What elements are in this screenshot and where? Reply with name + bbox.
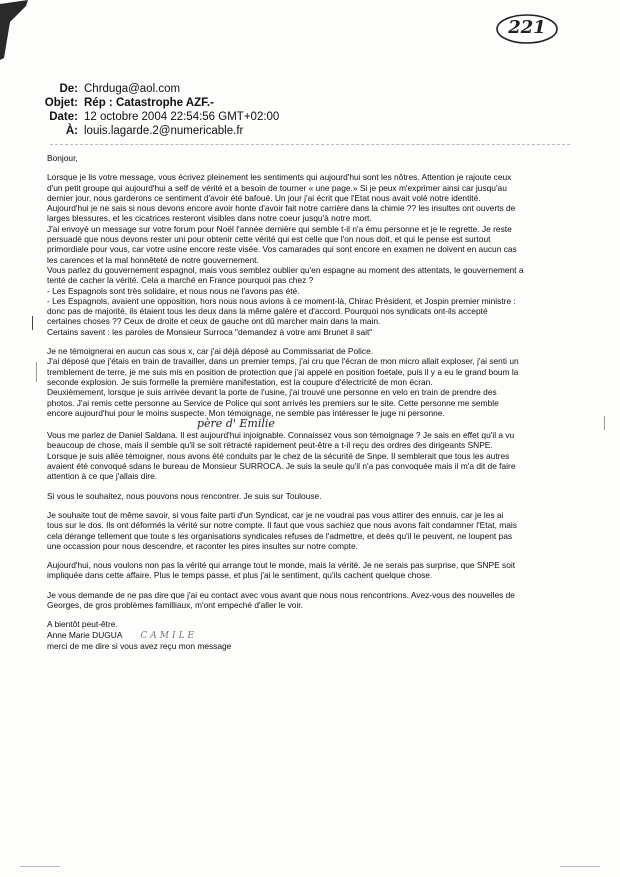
text-line: les carences et la mal honnêteté de notre gouvernement. <box>47 254 259 265</box>
text-line: photos. J'ai remis cette personne au Service de Police qui sont arrivés les premiers sur le site. Cette personne me semble <box>47 397 499 408</box>
date-label: Date: <box>49 111 78 123</box>
text-line: tenté de cacher la vérité. Cela a marché en France pourquoi pas chez ? <box>47 275 314 286</box>
text-line: Vous parlez du gouvernement espagnol, mais vous semblez oublier qu'en espagne au moment des attentats, le gouvernement a <box>47 264 524 275</box>
paragraph-6 <box>47 560 575 581</box>
text-line: Je vous demande de ne pas dire que j'ai eu contact avec vous avant que nous nous rencontrions. Avez-vous des nouvelles de <box>47 589 515 600</box>
text-line: certaines choses ?? Ceux de droite et ceux de gauche ont dû marcher main dans la main. <box>47 316 381 327</box>
paragraph-7 <box>47 590 575 611</box>
text-line: Georges, de gros problèmes familliaux, m'ont empeché d'aller le voir. <box>47 599 303 610</box>
paragraph-3 <box>47 430 575 481</box>
text-line: dernier jour, nous garderons ce sentiment d'avoir été bafoué. Un jour j'ai écrit que l'Etat nous avait volé notre identité. <box>47 192 481 203</box>
text-line: tous sur le dos. Ils ont déformés la vérité sur notre compte. Il faut que vous sachiez que nous avons fait condamner l'Etat, mais <box>47 520 517 531</box>
text-line: Lorsque je lis votre message, vous écrivez pleinement les sentiments qui aujourd'hui sont les nôtres. Attention je rajoute ceux <box>47 172 512 183</box>
text-line: Aujourd'hui je ne sais si nous devons encore avoir honte d'avoir fait notre carrière dans la chimie ?? les insultes ont ouverts de <box>47 203 516 214</box>
text-line: Si vous le souhaitez, nous pouvons nous rencontrer. Je suis sur Toulouse. <box>47 490 322 501</box>
text-line: Deuxièmement, lorsque je suis arrivée devant la porte de l'usine, j'ai trouvé une personne en velo en train de prendre des <box>47 387 497 398</box>
text-line: attention à ce que j'allais dire. <box>47 471 158 482</box>
text-line: Je souhaite tout de même savoir, si vous faite parti d'un Syndicat, car je ne voudrai pas vous attirer des ennuis, car je les ai <box>47 509 504 520</box>
text-line: persuadé que nous devons rester uni pour obtenir cette vérité qui est celle que l'on nous doit, et qui le pense est surtout <box>47 234 491 245</box>
header-to-row <box>30 124 243 138</box>
scan-edge-mark <box>20 866 60 867</box>
text-line: beaucoup de chose, mais il semble qu'il se soit rétracté rapidement peut-être a t-il reçu des ordres des dirigeants SNPE. <box>47 440 493 451</box>
text-line: Lorsque je suis allée témoigner, nous avons été conduits par le chez de la sécurité de Snpe. Il semblerait que tous les autres <box>47 450 510 461</box>
text-line: d'un petit groupe qui aujourd'hui a self de vérité et a besoin de tourner « une page.» Si je peux m'exprimer ainsi car jusqu'au <box>47 182 507 193</box>
handwritten-note: père d' Emilie <box>197 417 275 431</box>
margin-mark <box>604 416 609 430</box>
text-line: cela dérange tellement que toute s les organisations syndicales refuses de l'admettre, et deès qu'il le peuvent, ne loupent pas <box>47 530 513 541</box>
header-from-row <box>30 82 180 96</box>
text-line: donc pas de majorité, ils étaient tous les deux dans la même galère et d'accord. Pourquoi nos syndicats ont-ils accepté <box>47 306 488 317</box>
paragraph-5 <box>47 510 575 551</box>
paragraph-4 <box>47 491 575 501</box>
text-line: J'ai déposé que j'étais en train de travailler, dans un premier temps, j'ai cru que l'écran de mon micro allait exploser, j'ai senti un <box>47 356 519 367</box>
text-line: Certains savent : les paroles de Monsieur Surroca "demandez à votre ami Brunet il sait" <box>47 326 373 337</box>
header-subject-row <box>30 96 214 110</box>
subject-value: Rép : Catastrophe AZF.- <box>84 97 214 109</box>
closing-block <box>47 619 575 651</box>
date-value: 12 octobre 2004 22:54:56 GMT+02:00 <box>84 111 280 123</box>
text-line: seconde explosion. Je suis formelle la première manifestation, est la coupure d'électricité de mon écran. <box>47 376 433 387</box>
text-line: encore aujourd'hui pour le moins suspecte. Mon témoignage, ne semble pas intéresser le juge ni personne. <box>47 407 445 418</box>
paragraph-2 <box>47 346 575 418</box>
text-line: - Les Espagnols sont très solidaire, et nous nous ne l'avons pas été. <box>47 285 300 296</box>
signature-line <box>47 630 575 641</box>
signature-annotation: CAMILE <box>140 630 198 641</box>
text-line: une occassion pour nous descendre, et raconter les pires insultes sur notre compte. <box>47 540 358 551</box>
to-label: À: <box>65 125 78 137</box>
text-line: impliquée dans cette affaire. Plus le temps passe, et plus j'ai le sentiment, qu'ils cachent quelque chose. <box>47 570 433 581</box>
paragraph-1 <box>47 172 575 337</box>
margin-mark <box>32 316 37 330</box>
closing-line: A bientôt peut-être. <box>47 619 118 630</box>
header-date-row <box>30 110 279 124</box>
text-line: larges blessures, et les cicatrices resteront visibles dans notre coeur jusqu'à notre mort. <box>47 213 372 224</box>
binding-mark <box>0 0 40 70</box>
margin-mark <box>36 362 41 382</box>
from-value: Chrduga@aol.com <box>84 83 181 95</box>
header-separator <box>50 144 570 145</box>
text-line: avaient été convoqué sdans le bureau de Monsieur SURROCA. Je suis la seule qu'il n'a pas convoquée mais il m'a dit de faire <box>47 461 516 472</box>
from-label: De: <box>59 83 78 95</box>
page-number: 221 <box>508 17 546 38</box>
scan-edge-mark <box>560 866 600 867</box>
subject-label: Objet: <box>44 97 78 109</box>
text-line: tremblement de terre, je me suis mis en position de protection que j'ai appelé en position foetale, puis il y a eu le grand boum la <box>47 366 519 377</box>
signature: Anne Marie DUGUA <box>47 629 123 640</box>
text-line: J'ai envoyé un message sur votre forum pour Noël l'année dernière qui semble t-il n'a ému personne et je le regrette. Je reste <box>47 223 512 234</box>
text-line: Vous me parlez de Daniel Saldana. Il est aujourd'hui injoignable. Connaissez vous son témoignage ? Je sais en effet qu'il a vu <box>47 430 515 441</box>
postscript-line: merci de me dire si vous avez reçu mon message <box>47 640 232 651</box>
to-value: louis.lagarde.2@numericable.fr <box>84 125 244 137</box>
message-body <box>47 153 575 651</box>
greeting: Bonjour, <box>47 153 78 163</box>
text-line: Aujourd'hui, nous voulons non pas la vérité qui arrange tout le monde, mais la vérité. Je ne serais pas surprise, que SNPE soit <box>47 560 516 571</box>
corner-mark-shape <box>0 0 28 60</box>
text-line: - Les Espagnols, avaient une opposition, hors nous nous avions à ce moment-là, Chirac Président, et Jospin premier ministre : <box>47 295 516 306</box>
page-number-stamp <box>494 12 560 46</box>
text-line: primordiale pour vous, car votre usine encore reste visée. Vos camarades qui sont encore en examen ne doivent en aucun cas <box>47 244 517 255</box>
text-line: Je ne témoignerai en aucun cas sous x, car j'ai déjà déposé au Commissariat de Police. <box>47 346 374 357</box>
